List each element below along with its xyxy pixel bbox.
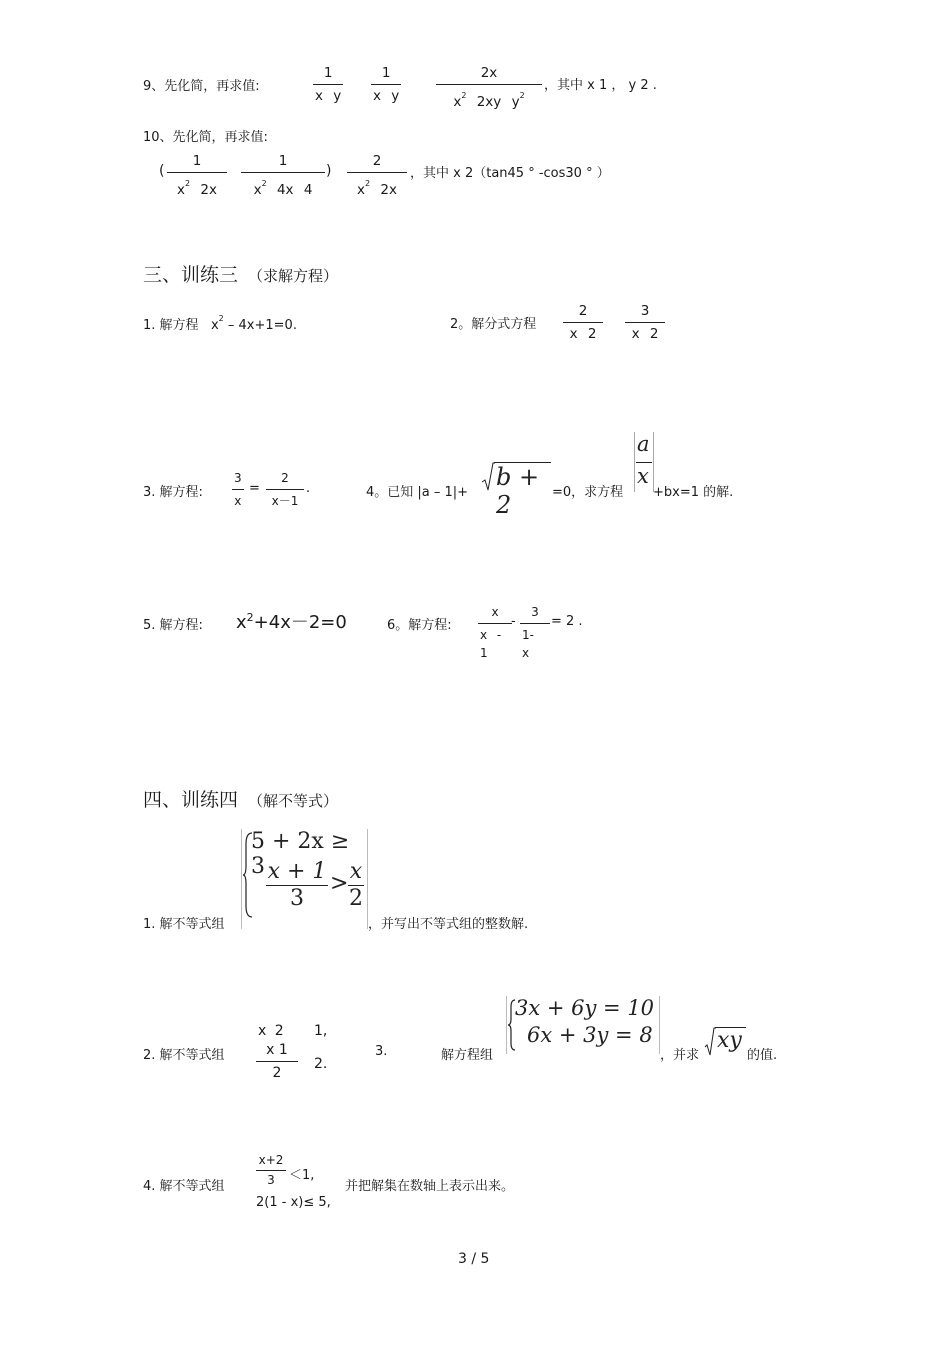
s3q6-label: 6。解方程: <box>387 618 452 633</box>
s3q5-label: 5. 解方程: <box>143 618 203 633</box>
s3q6-fraction-2 <box>520 603 550 662</box>
section-subtitle: （求解方程） <box>248 267 339 285</box>
s3q4-end: +bx=1 的解. <box>653 485 734 500</box>
q10-fraction-1 <box>167 152 227 199</box>
s3q2-fraction-1 <box>563 302 603 343</box>
page-number: 3 / 5 <box>458 1251 490 1267</box>
equation-2: 6x + 3y = 8 <box>527 1023 653 1047</box>
s4q3-label: 解方程组 <box>441 1048 494 1063</box>
right-fraction: x 2 <box>349 859 363 911</box>
q10-right-paren: ) <box>326 163 332 179</box>
q9-fraction-1 <box>313 64 343 105</box>
denominator: x y <box>373 88 400 104</box>
numerator: 2x <box>480 65 498 81</box>
numerator: x 1 <box>266 1042 288 1058</box>
denominator: x 2 <box>569 326 597 342</box>
q9-condition: ，其中 x 1 ， y 2 . <box>544 78 657 93</box>
q9-fraction-2 <box>371 64 401 105</box>
numerator: 2 <box>578 303 588 319</box>
left-fraction: x + 1 3 <box>267 859 327 911</box>
denominator: x <box>637 464 649 488</box>
s3q6-end: = 2 . <box>551 614 583 629</box>
denominator: $x^2$ 2xy $y^2$ <box>453 91 525 110</box>
numerator: 1 <box>192 153 202 169</box>
s3q1-equation: 1. 解方程 $x^2 - 4x+1=0$. <box>143 314 297 333</box>
numerator: 2 <box>281 471 289 485</box>
s4q1-label: 1. 解不等式组 <box>143 917 225 932</box>
s3q4-sqrt-image <box>481 462 551 519</box>
s3q2-label: 2。解分式方程 <box>450 317 537 332</box>
denominator: x <box>234 494 242 508</box>
denominator: 3 <box>267 1173 275 1187</box>
equation-1: 3x + 6y = 10 <box>515 996 655 1020</box>
s3q3-label: 3. 解方程: <box>143 485 203 500</box>
section-title: 四、训练四 <box>143 789 239 811</box>
s4q4-end: 并把解集在数轴上表示出来。 <box>345 1179 515 1194</box>
denominator: 2 <box>272 1065 282 1081</box>
section-title: 三、训练三 <box>143 264 239 286</box>
numerator: 1 <box>323 65 333 81</box>
denominator: x－1 <box>271 494 299 508</box>
denominator: x 2 <box>631 326 659 342</box>
s4q3-number: 3. <box>375 1044 388 1059</box>
s3q4-mid: =0，求方程 <box>552 485 624 500</box>
denominator: 1- x <box>522 628 534 660</box>
s4q2-inequality-2-rhs: 2. <box>314 1056 328 1072</box>
numerator: 1 <box>381 65 391 81</box>
s4q2-inequality-1: x 2 <box>258 1023 284 1039</box>
q10-label: 10、先化简，再求值: <box>143 130 268 145</box>
s3q3-fraction-1 <box>232 469 244 510</box>
numerator: a <box>637 432 650 456</box>
s4q2-inequality-1-rhs: 1, <box>314 1023 328 1039</box>
s4q3-mid: ，并求 <box>660 1048 700 1063</box>
radicand: b + 2 <box>496 463 540 519</box>
s4q3-equation-system-image <box>506 996 660 1054</box>
q10-fraction-3 <box>347 152 407 199</box>
q9-fraction-3 <box>436 64 542 111</box>
denominator: x y <box>315 88 342 104</box>
denominator: $x^2$ 2x <box>357 179 397 198</box>
radicand: xy <box>717 1028 742 1053</box>
numerator: x <box>491 605 499 619</box>
section-3-heading <box>143 260 338 287</box>
s3q3-fraction-2 <box>266 469 304 510</box>
numerator: x+2 <box>258 1153 284 1167</box>
s3q6-minus: - <box>511 614 516 629</box>
s3q4-fraction-image <box>634 432 654 492</box>
s3q3-equals: = <box>249 481 260 496</box>
greater-than: > <box>330 871 349 896</box>
s4q1-inequality-system-image <box>241 829 368 929</box>
s4q2-fraction <box>256 1041 298 1082</box>
numerator: 2 <box>372 153 382 169</box>
denominator: $x^2$ 4x 4 <box>253 179 313 198</box>
numerator: 3 <box>234 471 242 485</box>
sqrt-icon <box>704 1027 716 1057</box>
numerator: 1 <box>278 153 288 169</box>
numerator: 3 <box>531 605 539 619</box>
s3q5-equation: $x^2+4x-2=0$ <box>236 611 347 633</box>
s4q4-inequality-2: 2(1 - x)≤ 5, <box>256 1195 331 1210</box>
s4q1-end: ，并写出不等式组的整数解. <box>368 917 529 932</box>
sqrt-icon <box>481 462 495 492</box>
s3q4-label: 4。已知 |a – 1|+ <box>366 485 469 500</box>
s3q3-end: . <box>306 481 311 496</box>
s4q4-inequality-1-rhs: ＜1, <box>289 1168 315 1183</box>
denominator: $x^2$ 2x <box>177 179 217 198</box>
s4q4-label: 4. 解不等式组 <box>143 1179 225 1194</box>
section-4-heading <box>143 785 338 812</box>
inequality-1: 5 + 2x ≥ 3 <box>251 829 350 879</box>
section-subtitle: （解不等式） <box>248 792 339 810</box>
s4q3-end: 的值. <box>747 1048 778 1063</box>
s3q6-fraction-1 <box>478 603 512 662</box>
s3q2-fraction-2 <box>625 302 665 343</box>
q9-label: 9、先化简，再求值: <box>143 79 260 94</box>
denominator: x - 1 <box>480 628 502 660</box>
q10-fraction-2 <box>241 152 325 199</box>
s4q2-label: 2. 解不等式组 <box>143 1048 225 1063</box>
q10-condition: ，其中 x 2（tan45 ° -cos30 ° ） <box>410 166 610 181</box>
s4q4-fraction <box>256 1153 286 1188</box>
s4q3-sqrt-image <box>704 1027 746 1057</box>
q10-left-paren: ( <box>159 163 165 179</box>
numerator: 3 <box>640 303 650 319</box>
